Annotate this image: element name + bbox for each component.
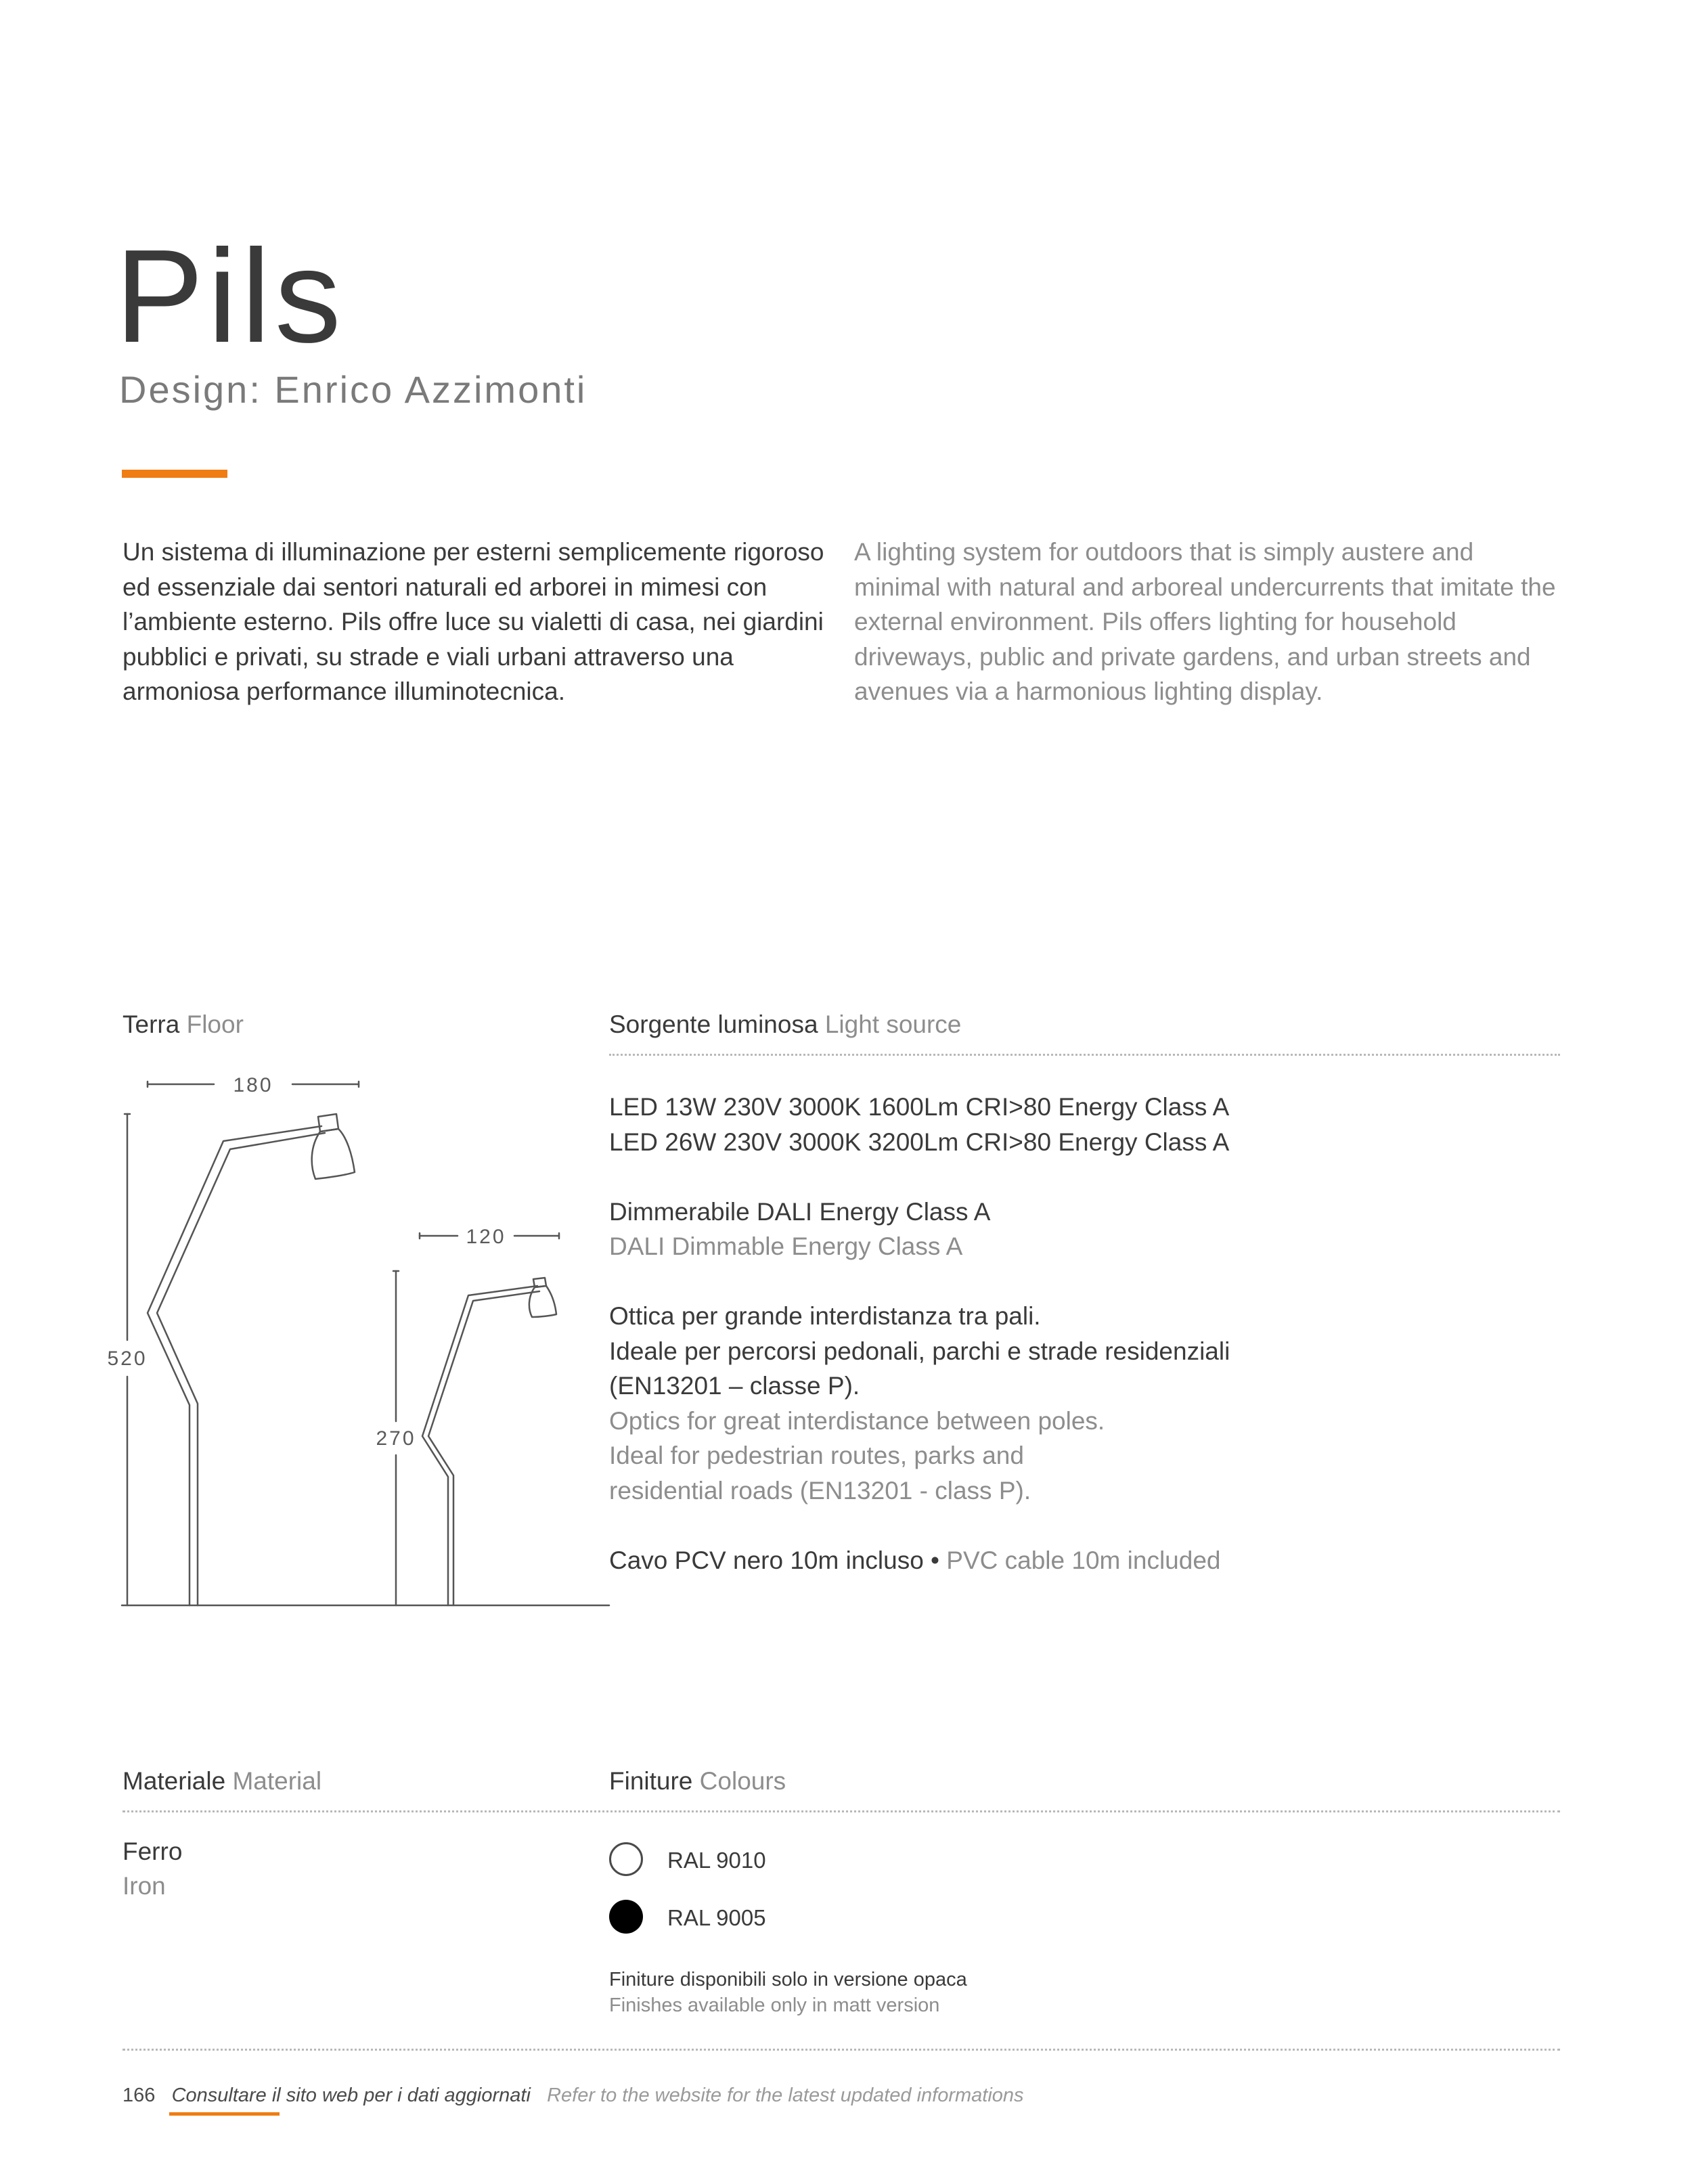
cable-separator: • — [923, 1546, 947, 1574]
material-heading — [123, 1768, 321, 1793]
swatch-ral-9005 — [609, 1900, 643, 1934]
footer-note-it: Consultare il sito web per i dati aggiornati — [171, 2085, 531, 2106]
material-divider — [123, 1810, 1560, 1812]
dimmable-en: DALI Dimmable Energy Class A — [609, 1232, 963, 1260]
small-lamp-outline — [422, 1278, 556, 1605]
dim-large-width: 180 — [233, 1074, 273, 1096]
swatch-ral-9010 — [609, 1842, 643, 1876]
finishes-note-en: Finishes available only in matt version — [609, 1994, 940, 2016]
page-number: 166 — [123, 2085, 156, 2106]
light-source-divider — [609, 1054, 1560, 1056]
finishes-note-it: Finiture disponibili solo in versione opaca — [609, 1969, 967, 1990]
light-source-label-it: Sorgente luminosa — [609, 1010, 818, 1038]
optics-en-line-3: residential roads (EN13201 - class P). — [609, 1476, 1031, 1505]
dim-small-height: 270 — [376, 1427, 416, 1450]
footer — [123, 2086, 1024, 2105]
floor-label-en: Floor — [186, 1010, 244, 1038]
optics-it-line-2: Ideale per percorsi pedonali, parchi e strade residenziali — [609, 1337, 1230, 1365]
dim-large-height: 520 — [107, 1347, 148, 1370]
finishes-heading — [609, 1768, 786, 1793]
optics-en-line-1: Optics for great interdistance between poles. — [609, 1406, 1105, 1435]
finishes-label-it: Finiture — [609, 1767, 693, 1795]
dim-small-width: 120 — [466, 1226, 506, 1248]
led-spec-1: LED 13W 230V 3000K 1600Lm CRI>80 Energy Class A — [609, 1093, 1230, 1121]
intro-italian: Un sistema di illuminazione per esterni semplicemente rigoroso ed essenziale dai sentori naturali ed arborei in mimesi con l’ambiente esterno. Pils offre luce su vialetti di casa, nei giardini pubblici e privati, su strade e viali urbani attraverso una armoniosa performance illuminotecnica. — [123, 538, 824, 705]
cable-en: PVC cable 10m included — [946, 1546, 1221, 1574]
material-label-en: Material — [232, 1767, 322, 1795]
optics-en-line-2: Ideal for pedestrian routes, parks and — [609, 1442, 1024, 1469]
footer-accent-bar — [169, 2112, 280, 2116]
light-source-heading — [609, 1012, 961, 1037]
finishes-label-en: Colours — [699, 1767, 786, 1795]
footer-divider — [123, 2049, 1560, 2051]
light-source-specs — [609, 1090, 1354, 1613]
intro-english: A lighting system for outdoors that is simply austere and minimal with natural and arboreal undercurrents that imitate the external environment. Pils offers lighting for household driveways, public and private gardens, and urban streets and avenues via a harmonious lighting display. — [854, 538, 1556, 705]
large-lamp-outline — [148, 1114, 355, 1605]
floor-label-it: Terra — [123, 1010, 180, 1038]
dimmable-it: Dimmerabile DALI Energy Class A — [609, 1197, 991, 1226]
floor-lamp-technical-drawing — [95, 1063, 623, 1618]
swatch-label-ral-9005: RAL 9005 — [667, 1905, 766, 1930]
material-value-it: Ferro — [123, 1837, 183, 1865]
designer-credit: Design: Enrico Azzimonti — [119, 368, 587, 411]
light-source-label-en: Light source — [824, 1010, 962, 1038]
footer-note-en: Refer to the website for the latest updated informations — [547, 2085, 1024, 2106]
product-title: Pils — [115, 222, 345, 370]
floor-section-heading — [123, 1012, 244, 1037]
cable-it: Cavo PCV nero 10m incluso — [609, 1546, 924, 1574]
swatch-label-ral-9010: RAL 9010 — [667, 1848, 766, 1873]
optics-it-line-3: (EN13201 – classe P). — [609, 1372, 860, 1400]
material-label-it: Materiale — [123, 1767, 226, 1795]
optics-it-line-1: Ottica per grande interdistanza tra pali. — [609, 1302, 1041, 1330]
accent-divider — [122, 470, 227, 478]
material-value-en: Iron — [123, 1872, 166, 1900]
led-spec-2: LED 26W 230V 3000K 3200Lm CRI>80 Energy Class A — [609, 1128, 1230, 1156]
